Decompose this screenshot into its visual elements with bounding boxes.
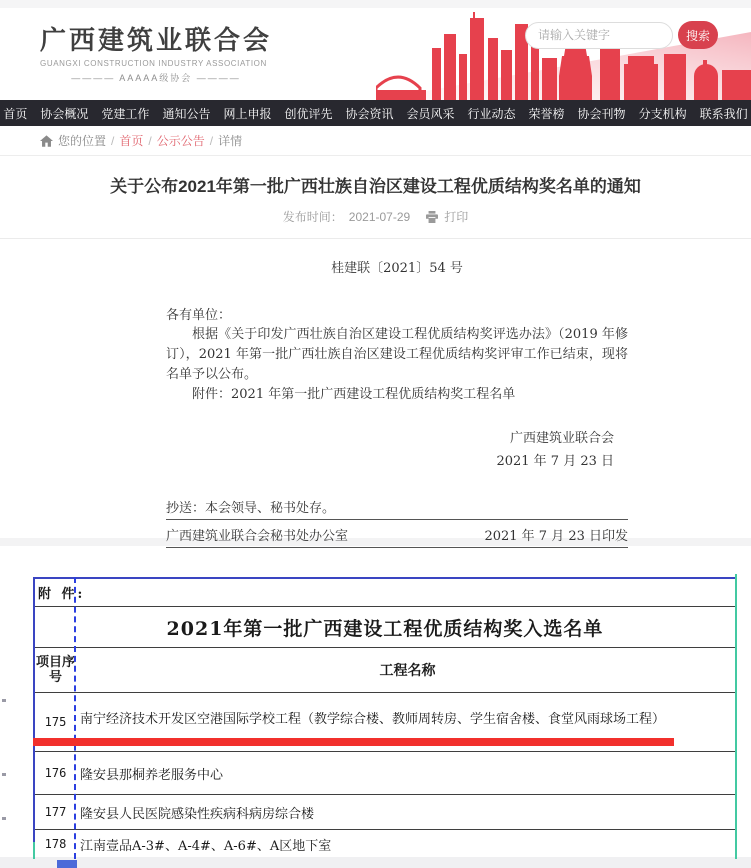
main-nav (0, 100, 751, 126)
clipped-ui-fragment (57, 860, 77, 868)
issuing-office-line (166, 520, 628, 548)
breadcrumb (0, 126, 751, 156)
table-header-row (35, 648, 735, 693)
table-title: 2021年第一批广西建设工程优质结构奖入选名单 (166, 617, 604, 640)
org-name-cn: 广西建筑业联合会 (40, 25, 273, 55)
nav-item-about[interactable]: 协会概况 (40, 106, 89, 121)
nav-item-members[interactable]: 会员风采 (406, 106, 455, 121)
project-name: 江南壹品A-3#、A-4#、A-6#、A区地下室 (80, 839, 332, 854)
site-header (0, 8, 751, 100)
breadcrumb-separator: / (111, 133, 115, 148)
publish-date: 2021-07-29 (348, 209, 411, 224)
signer-name: 广西建筑业联合会 (509, 431, 614, 446)
nav-item-awards[interactable]: 创优评先 (284, 106, 333, 121)
breadcrumb-home-link[interactable]: 首页 (119, 134, 144, 148)
nav-item-party[interactable]: 党建工作 (101, 106, 150, 121)
award-table (33, 577, 735, 857)
breadcrumb-prefix: 您的位置 (58, 134, 107, 148)
table-attachment-label-row (35, 579, 735, 607)
document-number: 桂建联〔2021〕54 号 (331, 261, 463, 276)
table-row (35, 830, 735, 859)
nav-item-honor[interactable]: 荣誉榜 (528, 106, 565, 121)
search-input[interactable] (525, 22, 673, 49)
breadcrumb-separator: / (148, 133, 152, 148)
signature-block (166, 427, 628, 473)
article-meta (0, 208, 751, 225)
page-break-dashed-line (74, 577, 76, 859)
print-button[interactable]: 打印 (444, 210, 469, 224)
column-header-project: 工程名称 (379, 663, 436, 679)
nav-item-publications[interactable]: 协会刊物 (577, 106, 626, 121)
signature-date: 2021 年 7 月 23 日 (496, 454, 614, 469)
search-box (525, 21, 718, 49)
org-logo (40, 20, 272, 84)
attachment-label: 附 件: (38, 587, 86, 602)
nav-item-notices[interactable]: 通知公告 (162, 106, 211, 121)
org-grade: ———— AAAAA级协会 ———— (71, 73, 241, 83)
top-strip (0, 0, 751, 8)
project-no: 177 (44, 804, 67, 819)
search-button[interactable]: 搜索 (678, 21, 718, 49)
nav-item-home[interactable]: 首页 (3, 106, 28, 121)
official-document (166, 257, 628, 548)
edge-artifact (2, 699, 6, 702)
project-no: 175 (44, 714, 67, 729)
table-title-row (35, 607, 735, 648)
selection-border-right (735, 574, 737, 859)
nav-item-online-report[interactable]: 网上申报 (223, 106, 272, 121)
article-title: 关于公布2021年第一批广西壮族自治区建设工程优质结构奖名单的通知 (110, 177, 641, 196)
breadcrumb-separator: / (209, 133, 214, 148)
document-paragraph: 根据《关于印发广西壮族自治区建设工程优质结构奖评选办法》（2019 年修订），2021 年第一批广西壮族自治区建设工程优质结构奖评审工作已结束，现将名单予以公布。 (166, 327, 628, 382)
nav-item-branches[interactable]: 分支机构 (638, 106, 687, 121)
org-name-en: GUANGXI CONSTRUCTION INDUSTRY ASSOCIATION (40, 59, 267, 68)
issue-date: 2021 年 7 月 23 日印发 (484, 529, 628, 544)
home-icon (40, 135, 53, 147)
bottom-band (0, 857, 751, 868)
edge-artifact (2, 773, 6, 776)
divider (0, 238, 751, 239)
breadcrumb-category-link[interactable]: 公示公告 (156, 134, 205, 148)
project-name: 隆安县人民医院感染性疾病科病房综合楼 (80, 806, 315, 822)
project-no: 176 (44, 765, 67, 780)
project-no: 178 (44, 837, 67, 851)
publish-time-label: 发布时间： (282, 210, 343, 224)
breadcrumb-current: 详情 (218, 134, 243, 148)
project-name: 南宁经济技术开发区空港国际学校工程（教学综合楼、教师周转房、学生宿舍楼、食堂风雨球场工程） (80, 711, 666, 727)
article (0, 156, 751, 544)
column-header-no: 项目序号 (35, 655, 75, 685)
red-highlight-underline (33, 738, 674, 746)
project-name: 隆安县那桐养老服务中心 (80, 767, 224, 783)
nav-item-contact[interactable]: 联系我们 (699, 106, 748, 121)
table-row (35, 795, 735, 830)
cc-line: 抄送：本会领导、秘书处存。 (166, 497, 628, 520)
printer-icon (426, 211, 438, 223)
nav-item-news[interactable]: 协会资讯 (345, 106, 394, 121)
edge-artifact (2, 817, 6, 820)
white-gap (0, 546, 751, 577)
salutation: 各有单位： (166, 308, 232, 323)
issuing-office: 广西建筑业联合会秘书处办公室 (166, 529, 349, 544)
attachment-mention: 附件：2021 年第一批广西建设工程优质结构奖工程名单 (192, 387, 516, 402)
table-row (35, 752, 735, 795)
attachment-sheet-screenshot (0, 577, 751, 857)
nav-item-industry[interactable]: 行业动态 (467, 106, 516, 121)
selection-border-left (33, 842, 35, 859)
